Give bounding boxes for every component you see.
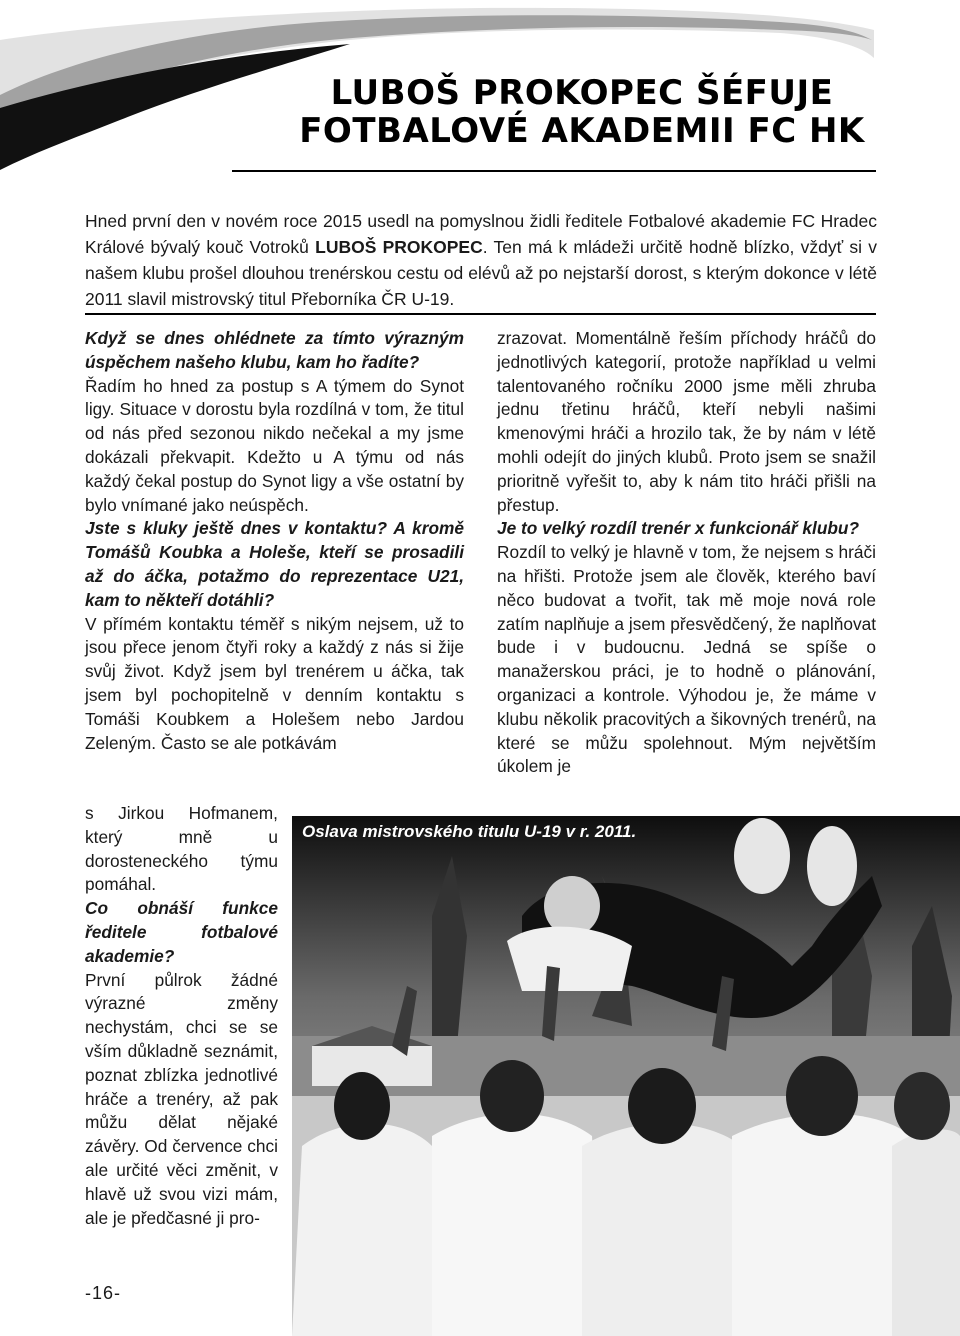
question-4: Je to velký rozdíl trenér x funkcionář klubu? (497, 518, 860, 539)
intro-name: LUBOŠ PROKOPEC (315, 237, 483, 257)
question-1: Když se dnes ohlédnete za tímto výrazným úspěchem našeho klubu, kam ho řadíte? (85, 328, 464, 372)
title-divider (232, 170, 876, 172)
page-number: -16- (85, 1283, 122, 1303)
celebration-photo (292, 816, 960, 1336)
answer-2-bottom: s Jirkou Hofmanem, který mně u dorosteneckého týmu pomáhal. (85, 803, 278, 895)
article-title (232, 74, 932, 150)
title-line-1: LUBOŠ PROKOPEC ŠÉFUJE (330, 73, 834, 113)
title-line-2: FOTBALOVÉ AKADEMII FC HK (299, 111, 865, 151)
answer-3-left: První půlrok žádné výrazné změny nechystám, chci se se vším důkladně seznámit, poznat zblízka jednotlivé hráče a trenéry, až pak můžu dělat nějaké závěry. Od července chci ale určité věci změnit, v hlavě už svou vizi mám, ale je předčasné ji pro- (85, 969, 278, 1228)
answer-4: Rozdíl to velký je hlavně v tom, že nejsem s hráči na hřišti. Protože jsem ale člověk, kterého baví něco budovat a tvořit, tak mě moje nová role zatím naplňuje a jsem přesvědčený, že naplňovat bude i v budoucnu. Jedná se spíše o manažerskou práci, je to hodně o plánování, organizaci a kontrole. Výhodou je, že máme v klubu několik pracovitých a šikovných trenérů, na které se můžu spolehnout. Mým největším úkolem je (497, 542, 876, 777)
question-2: Jste s kluky ještě dnes v kontaktu? A kromě Tomášů Koubka a Holeše, kteří se prosadili až do áčka, potažmo do reprezentace U21, kam to někteří dotáhli? (85, 518, 464, 610)
intro-paragraph (85, 208, 877, 312)
left-column-bottom (85, 802, 278, 1230)
question-3: Co obnáší funkce ředitele fotbalové akademie? (85, 898, 278, 966)
intro-text-2: . Ten má k mládeži určitě hodně blízko, vždyť si v našem klubu prošel dlouhou trenérskou cestu od elévů až po nejstarší dorost, s kterým dokonce v létě 2011 slavil mistrovský titul Přeborníka ČR U-19. (85, 237, 877, 309)
intro-text-1: Hned první den v novém roce 2015 usedl na pomyslnou židli ředitele Fotbalové akademie FC Hradec Králové bývalý kouč Votroků (85, 211, 877, 257)
right-column (497, 327, 876, 779)
photo-caption: Oslava mistrovského titulu U-19 v r. 2011. (302, 822, 637, 841)
answer-2-top: V přímém kontaktu téměř s nikým nejsem, už to jsou přece jenom čtyři roky a každý z nás si žije svůj život. Když jsem byl trenérem u áčka, tak jsem byl pochopitelně v denním kontaktu s Tomáši Koubkem a Holešem nebo Jardou Zeleným. Často se ale potkávám (85, 613, 464, 753)
answer-1: Řadím ho hned za postup s A týmem do Synot ligy. Situace v dorostu byla rozdílná v tom, že titul od nás před sezonou nikdo nečekal a my jsme dokázali překvapit. Kdežto u A týmu od nás každý čekal postup do Synot ligy a vše ostatní by bylo vnímané jako neúspěch. (85, 375, 464, 515)
left-column-top (85, 327, 464, 755)
answer-3-right: zrazovat. Momentálně řeším příchody hráčů do jednotlivých kategorií, protože například u velmi talentovaného ročníku 2000 jsme měli zhruba jednu třetinu hráčů, kteří nebyli našimi kmenovými hráči a hrozilo tak, že by nám v létě mohli odejít do jiných klubů. Proto jsem se snažil prioritně vyřešit to, aby k nám tito hráči přišli na přestup. (497, 328, 876, 515)
intro-divider (85, 313, 876, 315)
